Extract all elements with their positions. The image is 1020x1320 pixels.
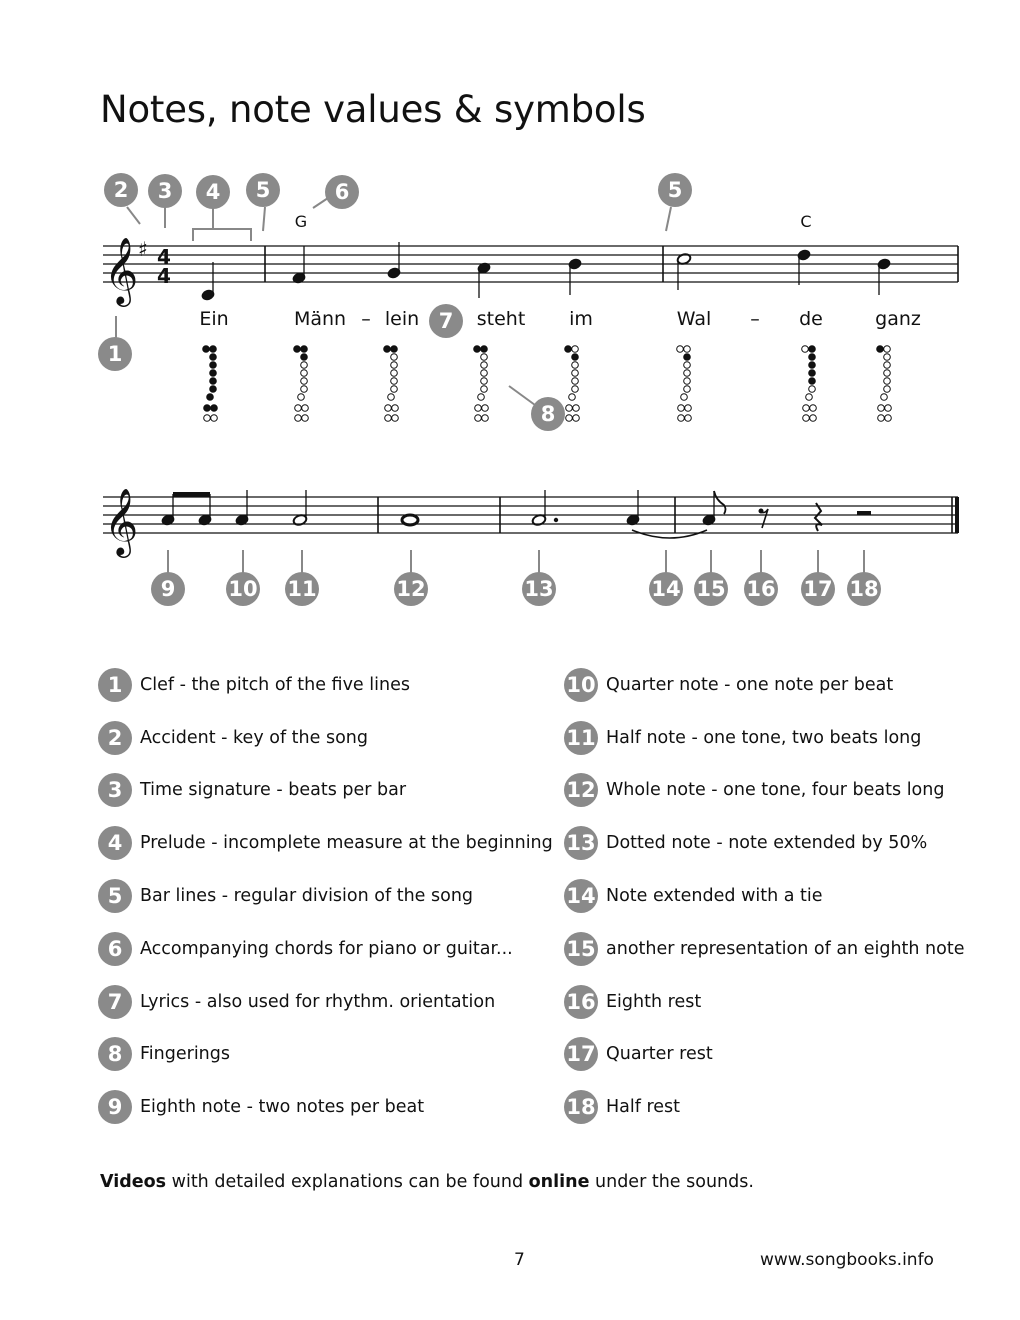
- legend-text: Quarter rest: [606, 1044, 713, 1064]
- page-number: 7: [514, 1250, 525, 1270]
- fingering-hole: [204, 405, 211, 412]
- lyric-syllable: ganz: [875, 308, 921, 330]
- fingering-hole: [684, 386, 691, 393]
- fingering-hole: [572, 346, 579, 353]
- callout-badge: 13: [522, 572, 556, 606]
- chord-symbol: G: [294, 212, 308, 231]
- fingering-hole: [482, 415, 489, 422]
- fingering-hole: [877, 346, 884, 353]
- fingering-hole: [203, 346, 210, 353]
- legend-number: 17: [564, 1037, 598, 1071]
- fingering-hole: [685, 415, 692, 422]
- callout-badge: 3: [148, 174, 182, 208]
- fingering-hole: [475, 405, 482, 412]
- fingering-hole: [678, 405, 685, 412]
- callout-badge: 4: [196, 175, 230, 209]
- fingering-hole: [885, 415, 892, 422]
- fingering-hole: [572, 378, 579, 385]
- fingering-hole: [475, 415, 482, 422]
- fingering-hole: [302, 415, 309, 422]
- fingering-hole: [810, 415, 817, 422]
- fingering-hole: [569, 394, 576, 401]
- legend-item: [98, 932, 513, 966]
- callout-badge: 5: [658, 173, 692, 207]
- fingering-hole: [391, 362, 398, 369]
- treble-clef-icon: 𝄞: [104, 487, 139, 555]
- legend-number: 15: [564, 932, 598, 966]
- fingering-hole: [385, 405, 392, 412]
- legend-number: 16: [564, 985, 598, 1019]
- legend-text: Time signature - beats per bar: [140, 780, 407, 800]
- note-bold-videos: Videos: [100, 1172, 167, 1192]
- fingering-hole: [684, 362, 691, 369]
- legend-text: Half rest: [606, 1097, 681, 1117]
- legend-item: [564, 1090, 680, 1124]
- fingering-hole: [809, 346, 816, 353]
- legend-number: 4: [98, 826, 132, 860]
- legend-text: Note extended with a tie: [606, 886, 823, 906]
- legend-text: Accompanying chords for piano or guitar...: [140, 939, 513, 959]
- footer-note: [100, 1172, 754, 1192]
- note-bold-online: online: [528, 1172, 590, 1192]
- fingering-hole: [884, 362, 891, 369]
- fingering-hole: [809, 354, 816, 361]
- fingering-hole: [391, 386, 398, 393]
- legend-item: [98, 1037, 230, 1071]
- fingering-hole: [884, 378, 891, 385]
- fingering-hole: [301, 346, 308, 353]
- legend-number: 3: [98, 773, 132, 807]
- fingering-hole: [207, 394, 214, 401]
- legend-item: [98, 879, 473, 913]
- fingering-hole: [385, 415, 392, 422]
- fingering-hole: [572, 354, 579, 361]
- website-url: www.songbooks.info: [760, 1250, 934, 1270]
- fingering-hole: [684, 378, 691, 385]
- callout-badge: 2: [104, 173, 138, 207]
- fingering-hole: [566, 405, 573, 412]
- fingering-hole: [573, 415, 580, 422]
- tie: [632, 530, 707, 538]
- page-title: Notes, note values & symbols: [100, 88, 646, 131]
- legend-number: 10: [564, 668, 598, 702]
- lyric-syllable: de: [799, 308, 823, 330]
- fingering-hole: [210, 370, 217, 377]
- fingering-hole: [301, 386, 308, 393]
- legend-item: [98, 721, 368, 755]
- fingering-hole: [391, 354, 398, 361]
- fingering-hole: [572, 370, 579, 377]
- lyric-syllable: lein: [384, 308, 420, 330]
- lyric-syllable: steht: [476, 308, 526, 330]
- fingering-hole: [210, 362, 217, 369]
- fingering-hole: [392, 415, 399, 422]
- legend-number: 14: [564, 879, 598, 913]
- callout-badge: 7: [429, 304, 463, 338]
- time-signature-bottom: 4: [157, 264, 171, 288]
- legend-item: [98, 773, 406, 807]
- legend-item: [564, 721, 921, 755]
- fingering-hole: [302, 405, 309, 412]
- legend-text: Quarter note - one note per beat: [606, 675, 894, 695]
- callout-badge: 14: [649, 572, 683, 606]
- sharp-icon: ♯: [138, 237, 148, 261]
- half-rest: [857, 511, 871, 516]
- legend-item: [98, 985, 495, 1019]
- fingering-hole: [391, 346, 398, 353]
- fingering-hole: [481, 378, 488, 385]
- fingering-hole: [478, 394, 485, 401]
- staff-1-lines: [103, 246, 958, 282]
- fingering-hole: [481, 362, 488, 369]
- legend-number: 9: [98, 1090, 132, 1124]
- fingering-hole: [572, 386, 579, 393]
- fingering-hole: [482, 405, 489, 412]
- fingering-hole: [301, 362, 308, 369]
- legend-text: Eighth note - two notes per beat: [140, 1097, 425, 1117]
- legend-text: Fingerings: [140, 1044, 230, 1064]
- legend-text: Dotted note - note extended by 50%: [606, 833, 928, 853]
- legend-number: 8: [98, 1037, 132, 1071]
- fingering-hole: [210, 378, 217, 385]
- legend-number: 1: [98, 668, 132, 702]
- callout-badge: 10: [226, 572, 260, 606]
- fingering-hole: [391, 378, 398, 385]
- fingering-hole: [809, 378, 816, 385]
- callout-badge: 1: [98, 337, 132, 371]
- legend-number: 13: [564, 826, 598, 860]
- fingering-hole: [802, 346, 809, 353]
- fingering-hole: [474, 346, 481, 353]
- chord-symbol: C: [800, 212, 812, 231]
- fingering-hole: [566, 415, 573, 422]
- legend-item: [564, 773, 944, 807]
- fingering-hole: [885, 405, 892, 412]
- quarter-rest: [815, 503, 822, 531]
- callout-badge: 18: [847, 572, 881, 606]
- fingering-hole: [391, 370, 398, 377]
- note-text-end: under the sounds.: [589, 1172, 754, 1192]
- legend-number: 18: [564, 1090, 598, 1124]
- fingering-hole: [685, 405, 692, 412]
- fingering-hole: [481, 346, 488, 353]
- fingering-hole: [884, 346, 891, 353]
- fingering-hole: [878, 405, 885, 412]
- fingering-hole: [298, 394, 305, 401]
- note-text: with detailed explanations can be found: [166, 1172, 529, 1192]
- callout-badge: 6: [325, 175, 359, 209]
- legend-number: 5: [98, 879, 132, 913]
- legend-number: 11: [564, 721, 598, 755]
- legend-item: [564, 879, 823, 913]
- fingering-hole: [678, 415, 685, 422]
- legend-item: [98, 1090, 424, 1124]
- fingering-hole: [809, 386, 816, 393]
- eighth-rest: [759, 509, 769, 529]
- lyric-syllable: Wal: [676, 308, 712, 330]
- legend-number: 12: [564, 773, 598, 807]
- fingering-hole: [210, 354, 217, 361]
- fingering-hole: [884, 386, 891, 393]
- legend-item: [564, 932, 965, 966]
- whole-note: [402, 515, 418, 525]
- staff-2-lines: [103, 497, 958, 533]
- legend-text: Eighth rest: [606, 992, 702, 1012]
- fingering-hole: [809, 370, 816, 377]
- fingering-hole: [681, 394, 688, 401]
- fingering-hole: [301, 354, 308, 361]
- fingering-hole: [572, 362, 579, 369]
- fingering-hole: [295, 405, 302, 412]
- callout-badge: 17: [801, 572, 835, 606]
- legend-text: Bar lines - regular division of the song: [140, 886, 474, 906]
- fingering-hole: [684, 346, 691, 353]
- fingering-hole: [392, 405, 399, 412]
- fingering-hole: [884, 370, 891, 377]
- fingering-hole: [677, 346, 684, 353]
- fingering-hole: [481, 370, 488, 377]
- legend-item: [564, 1037, 713, 1071]
- fingering-hole: [388, 394, 395, 401]
- treble-clef-icon: 𝄞: [104, 236, 139, 304]
- legend-item: [564, 668, 893, 702]
- fingering-hole: [301, 370, 308, 377]
- fingering-hole: [204, 415, 211, 422]
- legend-text: another representation of an eighth note: [606, 939, 965, 959]
- fingering-hole: [809, 362, 816, 369]
- legend-text: Prelude - incomplete measure at the beginning: [140, 833, 553, 853]
- fingering-hole: [810, 405, 817, 412]
- fingering-hole: [881, 394, 888, 401]
- fingering-hole: [211, 415, 218, 422]
- legend-text: Half note - one tone, two beats long: [606, 728, 922, 748]
- fingering-hole: [884, 354, 891, 361]
- fingering-hole: [294, 346, 301, 353]
- legend-text: Lyrics - also used for rhythm. orientation: [140, 992, 496, 1012]
- legend-number: 6: [98, 932, 132, 966]
- legend-text: Clef - the pitch of the five lines: [140, 675, 410, 695]
- callout-badge: 5: [246, 173, 280, 207]
- fingering-hole: [211, 405, 218, 412]
- time-signature-top: 4: [157, 245, 171, 269]
- lyric-hyphen: –: [750, 308, 760, 330]
- fingering-hole: [806, 394, 813, 401]
- callout-badge: 9: [151, 572, 185, 606]
- fingering-hole: [803, 405, 810, 412]
- fingering-hole: [684, 370, 691, 377]
- fingering-hole: [481, 386, 488, 393]
- fingering-hole: [878, 415, 885, 422]
- fingering-hole: [684, 354, 691, 361]
- fingering-hole: [565, 346, 572, 353]
- lyric-syllable: Männ: [293, 308, 347, 330]
- legend-text: Accident - key of the song: [140, 728, 368, 748]
- fingering-hole: [481, 354, 488, 361]
- lyric-syllable: Ein: [199, 308, 229, 330]
- legend-item: [98, 826, 553, 860]
- lyric-syllable: im: [569, 308, 593, 330]
- legend-number: 2: [98, 721, 132, 755]
- fingering-hole: [295, 415, 302, 422]
- callout-badge: 16: [744, 572, 778, 606]
- fingering-hole: [210, 386, 217, 393]
- fingering-hole: [301, 378, 308, 385]
- callout-badge: 15: [694, 572, 728, 606]
- lyric-hyphen: –: [361, 308, 371, 330]
- legend-item: [564, 985, 701, 1019]
- fingering-hole: [210, 346, 217, 353]
- legend-number: 7: [98, 985, 132, 1019]
- fingering-hole: [573, 405, 580, 412]
- legend-item: [98, 668, 410, 702]
- callout-badge: 8: [531, 397, 565, 431]
- callout-badge: 12: [394, 572, 428, 606]
- legend-text: Whole note - one tone, four beats long: [606, 780, 945, 800]
- callout-badge: 11: [285, 572, 319, 606]
- legend-item: [564, 826, 927, 860]
- fingering-hole: [803, 415, 810, 422]
- fingering-hole: [384, 346, 391, 353]
